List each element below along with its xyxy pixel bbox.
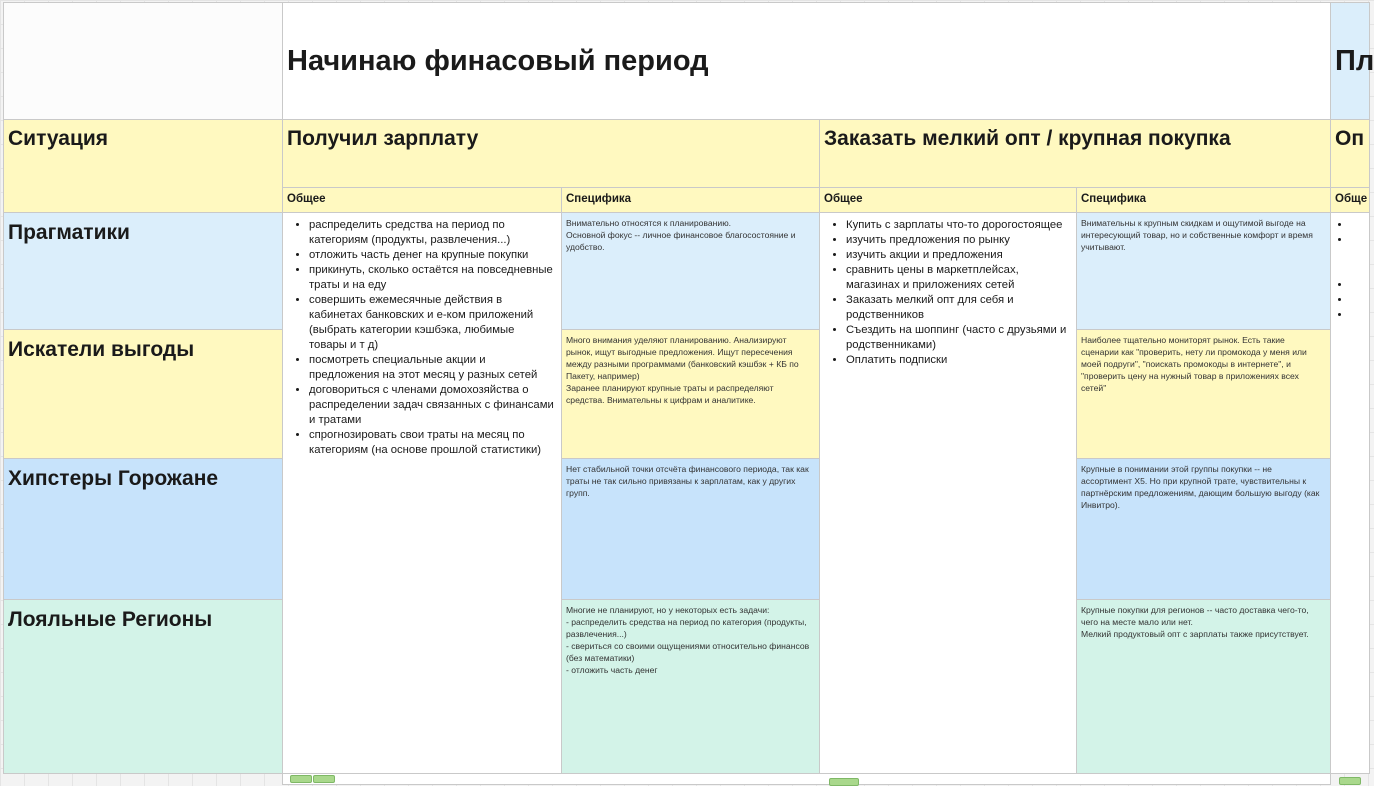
segment-pragmatics-cell[interactable] xyxy=(3,212,283,330)
sticker-handle[interactable] xyxy=(313,775,335,783)
subheader-salary-general[interactable] xyxy=(282,187,562,213)
phase-title: Начинаю финасовый период xyxy=(287,45,709,77)
subheader-purchase-specific[interactable] xyxy=(1076,187,1331,213)
list-item: • спрогнозировать свои траты на месяц по категориям (на основе прошлой статистики) xyxy=(309,428,555,458)
note-text: Крупные покупки для регионов -- часто доставка чего-то, чего на месте мало или нет. Мелкий продуктовый опт с зарплаты также присутствует. xyxy=(1081,605,1309,639)
note-text: Внимательно относятся к планированию. Основной фокус -- личное финансовое благосостояние и удобство. xyxy=(566,218,796,252)
note-text: Наиболее тщательно мониторят рынок. Есть такие сценарии как "проверить, нету ли промокода у меня или моей подруги", "поискать промокоды в интернете", и "проверить цену на нужный товар в приложениях всех сетей" xyxy=(1081,335,1307,393)
situation-salary-title: Получил зарплату xyxy=(287,127,479,150)
purchase-specific-urban-hipsters[interactable] xyxy=(1076,458,1331,600)
list-item: • прикинуть, сколько остаётся на повседневные траты и на еду xyxy=(309,263,555,293)
top-left-empty-cell xyxy=(3,2,283,120)
situation-next-cell[interactable] xyxy=(1330,119,1370,188)
purchase-general-list xyxy=(820,218,1076,368)
salary-specific-bargain-hunters[interactable] xyxy=(561,329,820,459)
list-item: • распределить средства на период по категориям (продукты, развлечения...) xyxy=(309,218,555,248)
note-text: Много внимания уделяют планированию. Анализируют рынок, ищут выгодные предложения. Ищут пересечения между разными программами (банковский кэшбэк + КБ по Пакету, например) Заранее планируют крупные траты и распределяют средства. Внимательны к цифрам и аналитике. xyxy=(566,335,799,405)
subheader-next-general[interactable] xyxy=(1330,187,1370,213)
segment-loyal-regions-cell[interactable] xyxy=(3,599,283,774)
sticker-handle[interactable] xyxy=(1339,777,1361,785)
list-item: • Оплатить подписки xyxy=(846,353,1070,368)
subheader-purchase-general[interactable] xyxy=(819,187,1077,213)
list-item: • изучить предложения по рынку xyxy=(846,233,1070,248)
purchase-specific-bargain-hunters[interactable] xyxy=(1076,329,1331,459)
note-text: Многие не планируют, но у некоторых есть задачи: - распределить средства на период по категория (продукты, развлечения...) - свериться со своими ощущениями относительно финансов (без математики) - отложить часть денег xyxy=(566,605,810,675)
list-item: • сравнить цены в маркетплейсах, магазинах и приложениях сетей xyxy=(846,263,1070,293)
situation-purchase-title: Заказать мелкий опт / крупная покупка xyxy=(824,127,1231,150)
list-item xyxy=(1351,293,1363,308)
purchase-general-cell[interactable] xyxy=(819,212,1077,774)
list-item: • Купить с зарплаты что-то дорогостоящее xyxy=(846,218,1070,233)
situation-label-cell[interactable] xyxy=(3,119,283,213)
salary-specific-pragmatics[interactable] xyxy=(561,212,820,330)
salary-general-cell[interactable] xyxy=(282,212,562,774)
subheader-label: Обще xyxy=(1335,193,1368,205)
subheader-label: Общее xyxy=(824,193,863,205)
next-phase-header-cell[interactable] xyxy=(1330,2,1374,120)
purchase-specific-pragmatics[interactable] xyxy=(1076,212,1331,330)
list-item xyxy=(1351,248,1363,263)
situation-salary-cell[interactable] xyxy=(282,119,820,188)
list-item xyxy=(1351,278,1363,293)
sticker-handle[interactable] xyxy=(290,775,312,783)
subheader-label: Общее xyxy=(287,193,326,205)
list-item: • Съездить на шоппинг (часто с друзьями и родственниками) xyxy=(846,323,1070,353)
list-item: • совершить ежемесячные действия в кабинетах банковских и е-ком приложений (выбрать категории кэшбэка, любимые товары и т д) xyxy=(309,293,555,353)
segment-label: Хипстеры Горожане xyxy=(8,467,219,490)
bottom-row-cell xyxy=(282,773,1331,785)
subheader-salary-specific[interactable] xyxy=(561,187,820,213)
next-general-cell[interactable] xyxy=(1330,212,1370,774)
phase-header-cell[interactable] xyxy=(282,2,1331,120)
list-item: • посмотреть специальные акции и предложения на этот месяц у разных сетей xyxy=(309,353,555,383)
salary-general-list xyxy=(283,218,561,458)
next-general-list xyxy=(1331,218,1369,323)
next-phase-title: Пл xyxy=(1335,45,1374,77)
list-item xyxy=(1351,218,1363,233)
segment-label: Прагматики xyxy=(8,221,130,244)
subheader-label: Специфика xyxy=(566,193,632,205)
list-item xyxy=(1351,308,1363,323)
list-item xyxy=(1351,263,1363,278)
sticker-handle[interactable] xyxy=(829,778,859,786)
situation-next-title: Оп xyxy=(1335,127,1365,150)
list-item: • отложить часть денег на крупные покупки xyxy=(309,248,555,263)
purchase-specific-loyal-regions[interactable] xyxy=(1076,599,1331,774)
list-item: • изучить акции и предложения xyxy=(846,248,1070,263)
segment-label: Лояльные Регионы xyxy=(8,608,213,631)
segment-label: Искатели выгоды xyxy=(8,338,195,361)
note-text: Нет стабильной точки отсчёта финансового периода, так как траты не так сильно привязаны к зарплатам, как у других групп. xyxy=(566,464,809,498)
salary-specific-urban-hipsters[interactable] xyxy=(561,458,820,600)
situation-purchase-cell[interactable] xyxy=(819,119,1331,188)
segment-bargain-hunters-cell[interactable] xyxy=(3,329,283,459)
segment-urban-hipsters-cell[interactable] xyxy=(3,458,283,600)
subheader-label: Специфика xyxy=(1081,193,1147,205)
note-text: Внимательны к крупным скидкам и ощутимой выгоде на интересующий товар, но и собственные комфорт и время учитывают. xyxy=(1081,218,1313,252)
list-item xyxy=(1351,233,1363,248)
list-item: • договориться с членами домохозяйства о распределении задач связанных с финансами и тратами xyxy=(309,383,555,428)
situation-label: Ситуация xyxy=(8,127,109,150)
salary-specific-loyal-regions[interactable] xyxy=(561,599,820,774)
list-item: • Заказать мелкий опт для себя и родственников xyxy=(846,293,1070,323)
note-text: Крупные в понимании этой группы покупки -- не ассортимент Х5. Но при крупной трате, чувствительны к партнёрским предложениям, дающим большую выгоду (как Инвитро). xyxy=(1081,464,1320,510)
